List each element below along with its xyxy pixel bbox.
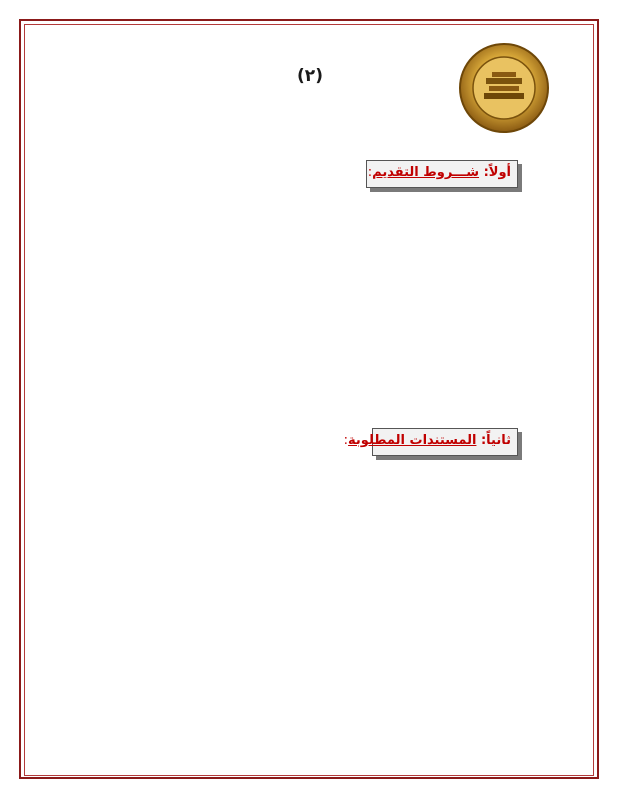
section-header-title: المستندات المطلوبة: [348, 433, 477, 448]
section-header-title: شـــروط التقديم: [372, 165, 480, 180]
page-number: (٢): [297, 66, 323, 86]
section-header-prefix: ثانياً:: [480, 433, 511, 448]
page-border-inner: [24, 24, 594, 776]
section-header-conditions: [366, 160, 518, 188]
section-header-prefix: أولاً:: [483, 165, 511, 180]
section-header-colon: :: [343, 433, 349, 448]
section-header-colon: :: [367, 165, 373, 180]
section-header-documents: [343, 428, 518, 456]
ministry-seal-logo: [458, 42, 550, 134]
